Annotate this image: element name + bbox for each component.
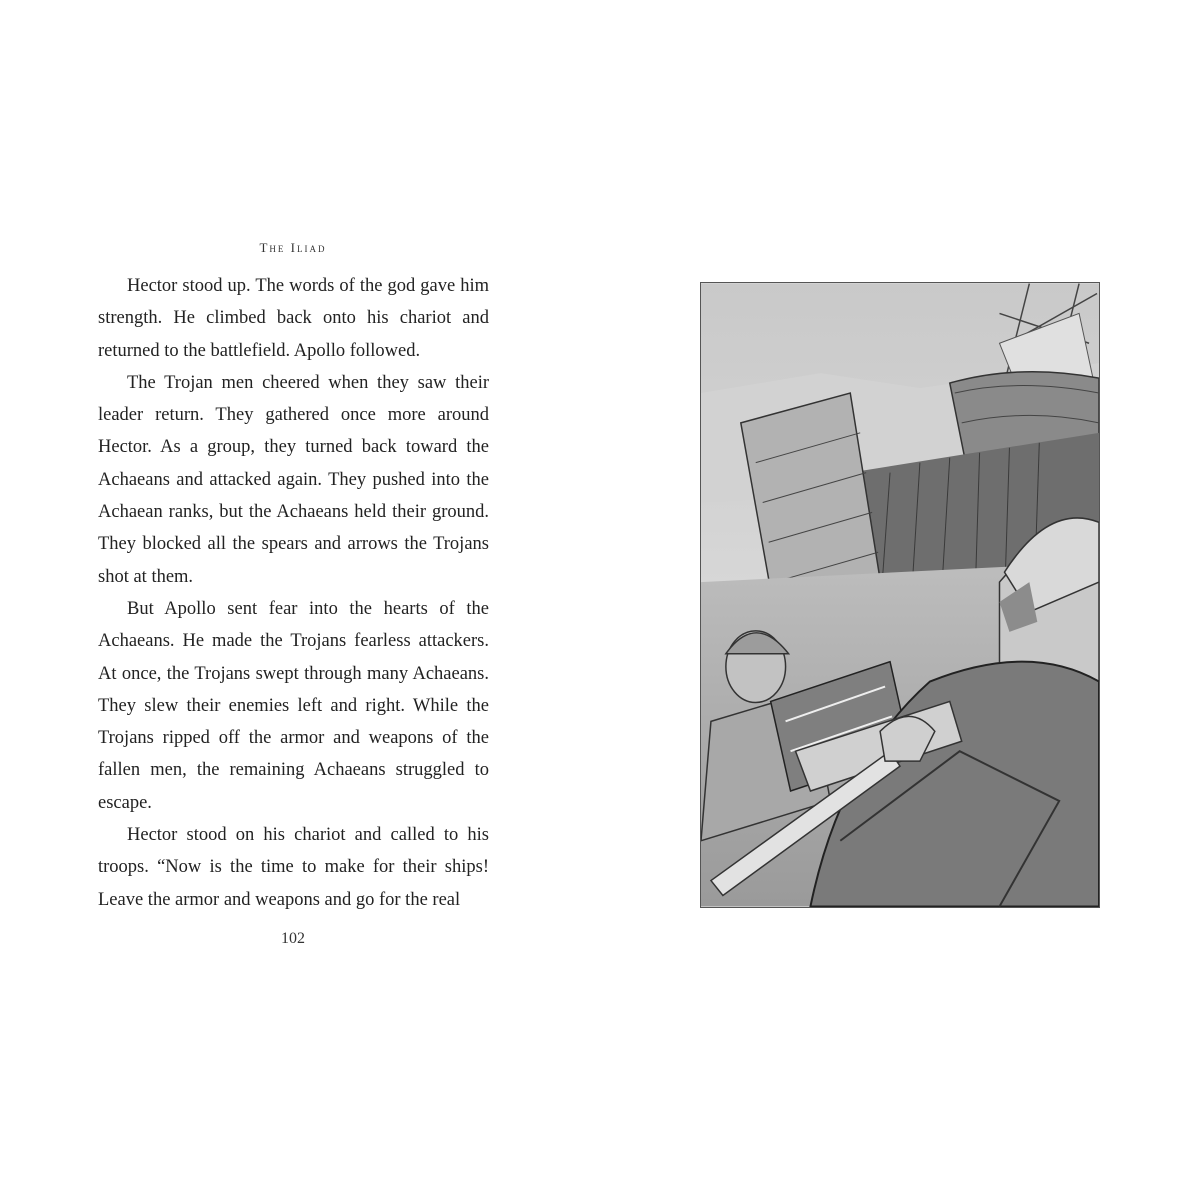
battle-illustration <box>700 282 1100 908</box>
running-head: The Iliad <box>259 240 327 255</box>
battle-illustration-drawing <box>701 283 1099 907</box>
paragraph: The Trojan men cheered when they saw their leader return. They gathered once more around Hector. As a group, they turned back toward the Achaeans and attacked again. They pushed into the Achaean ranks, but the Achaeans held their ground. They blocked all the spears and arrows the Trojans shot at them. <box>98 372 489 587</box>
paragraph: But Apollo sent fear into the hearts of the Achaeans. He made the Trojans fearless attackers. At once, the Trojans swept through many Achaeans. They slew their enemies left and right. While the Trojans ripped off the armor and weapons of the fallen men, the remaining Achaeans struggled to escape. <box>98 598 489 813</box>
body-text <box>98 270 489 916</box>
paragraph: Hector stood on his chariot and called to his troops. “Now is the time to make for their ships! Leave the armor and weapons and go for the real <box>98 825 489 910</box>
paragraph: Hector stood up. The words of the god gave him strength. He climbed back onto his chariot and returned to the battlefield. Apollo followed. <box>98 276 489 361</box>
page-number: 102 <box>281 930 305 947</box>
